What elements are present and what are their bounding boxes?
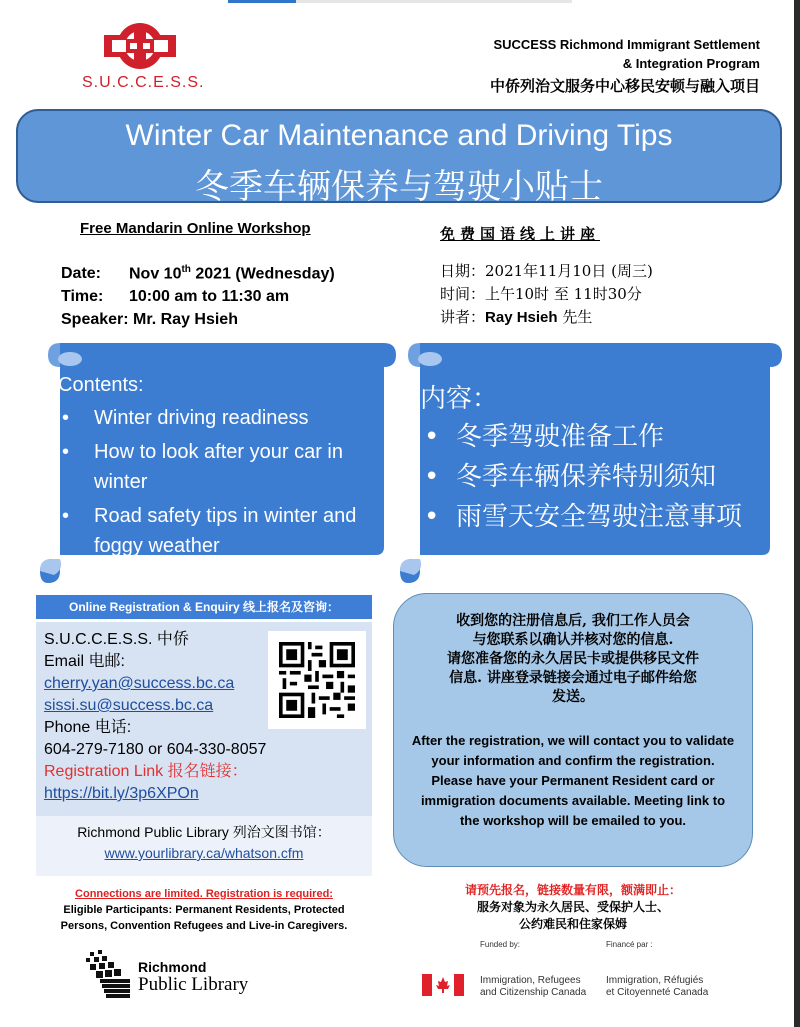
canada-flag-icon bbox=[422, 974, 464, 996]
phone-label: Phone 电话: bbox=[44, 719, 132, 736]
list-item: • 冬季车辆保养特别须知 bbox=[420, 459, 760, 495]
confirmation-text-zh bbox=[400, 612, 746, 707]
workshop-label-zh: 免费国语线上讲座 bbox=[440, 225, 601, 243]
time-value: 10:00 am to 11:30 am bbox=[129, 288, 290, 306]
library-name-line-2: Public Library bbox=[138, 974, 249, 995]
registration-link[interactable]: https://bit.ly/3p6XPOn bbox=[44, 785, 199, 802]
ircc-en-line: Immigration, Refugees bbox=[480, 975, 581, 986]
library-info bbox=[36, 822, 372, 864]
contents-list-en bbox=[58, 374, 378, 565]
notice-zh bbox=[400, 882, 746, 933]
time-label: Time: bbox=[61, 288, 104, 306]
title-en: Winter Car Maintenance and Driving Tips bbox=[125, 119, 673, 152]
ircc-fr-line: et Citoyenneté Canada bbox=[606, 987, 709, 998]
notice-zh-alert: 请预先报名，链接数量有限，额满即止： bbox=[464, 883, 681, 897]
contents-heading-zh: 内容： bbox=[420, 384, 499, 414]
program-line-2: & Integration Program bbox=[622, 56, 760, 71]
list-item: • 雨雪天安全驾驶注意事项 bbox=[420, 499, 760, 535]
confirmation-zh-line: 收到您的注册信息后, 我们工作人员会 bbox=[456, 613, 690, 629]
speaker-label-zh: 讲者： bbox=[440, 308, 486, 326]
registration-heading: Online Registration & Enquiry 线上报名及咨询： bbox=[36, 595, 372, 619]
title-zh: 冬季车辆保养与驾驶小贴士 bbox=[195, 167, 603, 207]
window-right-edge bbox=[794, 0, 800, 1027]
notice-zh-line: 服务对象为永久居民、受保护人士、 bbox=[476, 900, 669, 914]
org-name: S.U.C.C.E.S.S. 中侨 bbox=[44, 631, 189, 648]
contents-heading-en: Contents: bbox=[58, 374, 144, 396]
contents-list-zh bbox=[420, 378, 760, 539]
success-logo-text: S.U.C.C.E.S.S. bbox=[82, 74, 205, 91]
library-name-line-1: Richmond bbox=[138, 959, 207, 975]
email-label: Email 电邮: bbox=[44, 653, 125, 670]
notice-zh-line: 公约难民和住家保姆 bbox=[518, 917, 627, 931]
time-zh: 时间：上午10时 至 11时30分 bbox=[440, 285, 642, 303]
finance-par-label: Financé par : bbox=[606, 940, 653, 949]
notice-en-alert: Connections are limited. Registration is required: bbox=[75, 888, 333, 900]
event-details-en bbox=[61, 258, 335, 331]
email-link-sissi[interactable]: sissi.su@success.bc.ca bbox=[44, 697, 214, 714]
confirmation-zh-line: 与您联系以确认并核对您的信息. bbox=[472, 632, 674, 648]
event-details-zh bbox=[440, 260, 653, 329]
ircc-en-line: and Citizenship Canada bbox=[480, 987, 587, 998]
program-line-1: SUCCESS Richmond Immigrant Settlement bbox=[493, 37, 760, 52]
confirmation-text-en: After the registration, we will contact you to validate your information and confirm the registration. Please have your Permanent Resident card or immigration documents available. Meeting link to the workshop will be emailed to you. bbox=[411, 733, 735, 828]
list-item: • 冬季驾驶准备工作 bbox=[420, 419, 760, 455]
qr-code-icon bbox=[279, 642, 355, 718]
library-link[interactable]: www.yourlibrary.ca/whatson.cfm bbox=[104, 845, 304, 861]
program-name-zh: 中侨列治文服务中心移民安顿与融入项目 bbox=[489, 77, 760, 95]
date-value-b: 2021 (Wednesday) bbox=[190, 265, 335, 283]
richmond-library-logo-icon bbox=[86, 950, 130, 998]
ircc-fr-line: Immigration, Réfugiés bbox=[606, 975, 704, 986]
program-name-en bbox=[493, 35, 760, 73]
list-item: • Winter driving readiness bbox=[58, 403, 378, 433]
date-label: Date: bbox=[61, 265, 102, 283]
notice-en bbox=[36, 886, 372, 934]
date-zh: 日期：2021年11月10日 (周三) bbox=[440, 262, 653, 280]
success-logo-icon bbox=[104, 22, 176, 70]
confirmation-zh-line: 请您准备您的永久居民卡或提供移民文件 bbox=[447, 651, 699, 667]
notice-en-line: Eligible Participants: Permanent Residents, Protected bbox=[63, 904, 345, 916]
library-label: Richmond Public Library 列治文图书馆： bbox=[77, 824, 331, 840]
workshop-label-en: Free Mandarin Online Workshop bbox=[80, 220, 311, 237]
list-item: • How to look after your car in winter bbox=[58, 437, 378, 497]
top-scroll-thumb bbox=[228, 0, 296, 3]
date-suffix: th bbox=[181, 264, 191, 275]
list-item: • Road safety tips in winter and foggy weather bbox=[58, 501, 378, 561]
email-link-cherry[interactable]: cherry.yan@success.bc.ca bbox=[44, 675, 235, 692]
phone-numbers: 604-279-7180 or 604-330-8057 bbox=[44, 741, 267, 758]
confirmation-zh-line: 信息. 讲座登录链接会通过电子邮件给您 bbox=[449, 670, 697, 686]
speaker-label: Speaker: bbox=[61, 311, 129, 329]
qr-code-box bbox=[268, 631, 366, 729]
confirmation-zh-line: 发送。 bbox=[552, 689, 594, 705]
registration-link-label: Registration Link 报名链接： bbox=[44, 763, 248, 780]
speaker-name-zh: Ray Hsieh bbox=[485, 309, 558, 326]
notice-en-line: Persons, Convention Refugees and Live-in Caregivers. bbox=[60, 920, 348, 932]
ircc-name-en bbox=[480, 975, 586, 999]
speaker-value: Mr. Ray Hsieh bbox=[133, 311, 238, 329]
date-value-a: Nov 10 bbox=[129, 265, 182, 283]
title-banner bbox=[16, 109, 782, 207]
registration-contact bbox=[44, 629, 266, 805]
richmond-library-name bbox=[138, 959, 248, 995]
funded-by-label: Funded by: bbox=[480, 940, 521, 949]
speaker-title-zh: 先生 bbox=[557, 308, 593, 326]
ircc-name-fr bbox=[606, 975, 708, 999]
